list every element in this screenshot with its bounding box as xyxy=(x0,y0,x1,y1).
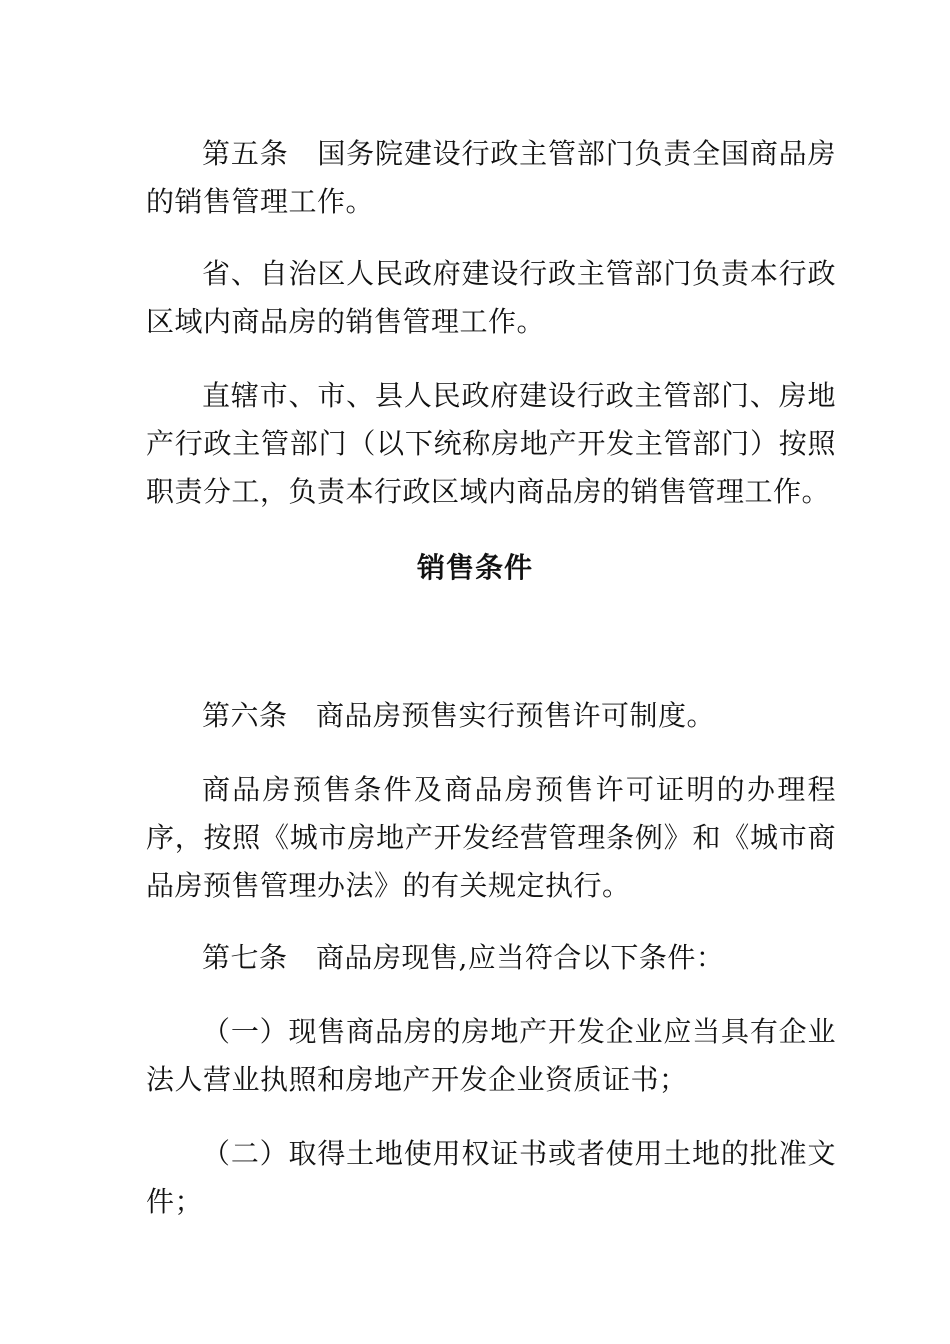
article-7-paragraph: 第七条 商品房现售,应当符合以下条件： xyxy=(202,941,725,974)
article-5-paragraph: 第五条 国务院建设行政主管部门负责全国商品房的销售管理工作。 xyxy=(146,137,836,218)
condition-1-paragraph: （一）现售商品房的房地产开发企业应当具有企业法人营业执照和房地产开发企业资质证书； xyxy=(146,1015,836,1096)
presale-procedure-paragraph: 商品房预售条件及商品房预售许可证明的办理程序，按照《城市房地产开发经营管理条例》和《城市商品房预售管理办法》的有关规定执行。 xyxy=(146,773,836,902)
section-heading: 销售条件 xyxy=(416,551,533,584)
provincial-authority-paragraph: 省、自治区人民政府建设行政主管部门负责本行政区域内商品房的销售管理工作。 xyxy=(146,257,836,338)
condition-2-paragraph: （二）取得土地使用权证书或者使用土地的批准文件； xyxy=(146,1137,836,1218)
municipal-authority-paragraph: 直辖市、市、县人民政府建设行政主管部门、房地产行政主管部门（以下统称房地产开发主管部门）按照职责分工，负责本行政区域内商品房的销售管理工作。 xyxy=(146,379,836,508)
article-6-paragraph: 第六条 商品房预售实行预售许可制度。 xyxy=(202,699,716,732)
